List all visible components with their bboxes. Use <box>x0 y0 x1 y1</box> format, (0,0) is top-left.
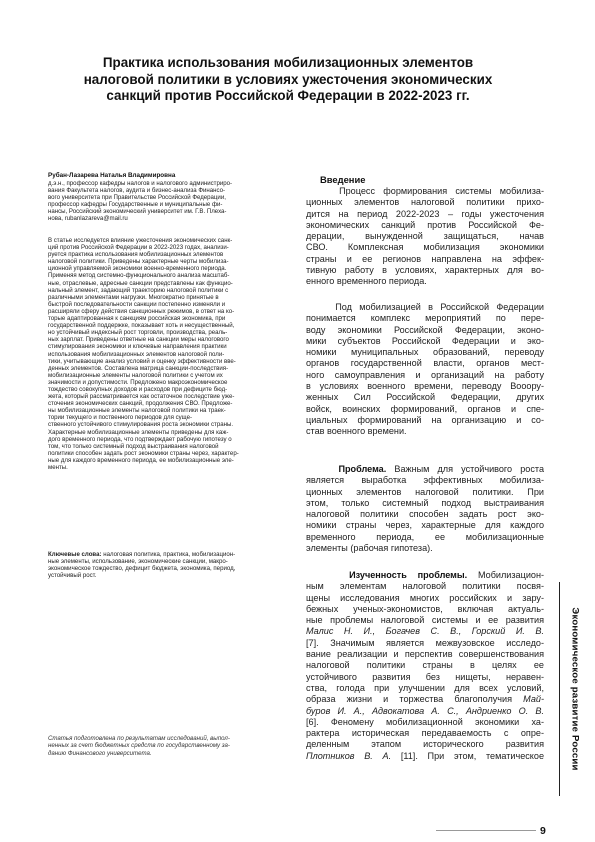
note-line: Статья подготовлена по результатам исследований, выпол- <box>48 735 230 742</box>
body-line: циальных формирований на организацию и со- <box>306 414 544 425</box>
body-line: дерации, вынужденной защищаться, начав <box>306 231 544 242</box>
body-line: элементы (рабочая гипотеза). <box>306 543 433 554</box>
body-line: налоговой политики способен задать рост эко- <box>306 509 544 520</box>
body-line: деленным этапом исторического развития <box>306 739 544 750</box>
body-line: образа жизни и торжества благополучия Май- <box>306 694 544 705</box>
keywords-line: ные элементы, использование, экономические санкции, макро- <box>48 558 228 566</box>
author-affiliation <box>48 180 298 223</box>
body-line: Плотников В. А. [11]. При этом, тематическое <box>306 750 544 761</box>
body-line: воду экономики Российской Федерации, эконо- <box>306 324 544 335</box>
body-line: ционных элементов налоговой политики прихо- <box>306 197 544 208</box>
abstract-line: менты. <box>48 464 68 471</box>
abstract-line: использования мобилизационных элементов налоговой поли- <box>48 350 225 358</box>
body-line: мики субъектов Российской Федерации и эко- <box>306 335 544 346</box>
body-line <box>306 706 544 717</box>
abstract-line: В статье исследуется влияние ужесточения экономических санк- <box>48 237 233 244</box>
paragraph-literature-review <box>306 570 544 762</box>
body-line: Изученность проблемы. Мобилизацион- <box>349 570 544 580</box>
body-line: став военного времени. <box>306 426 407 437</box>
body-line: СВО. Комплексная мобилизация экономики <box>306 242 544 253</box>
journal-side-label: Экономическое развитие России <box>569 607 581 771</box>
title-line: санкций против Российской Федерации в 2022-2023 гг. <box>106 88 470 104</box>
paragraph-introduction <box>306 186 544 288</box>
abstract-line: тории текущего и поственного периодов для суще- <box>48 414 193 422</box>
footer-rule <box>436 830 536 831</box>
abstract-line: ны мобилизационные элементы налоговой политики на траек- <box>48 407 226 415</box>
body-line: рактера историческая передаваемость с опре- <box>306 728 544 739</box>
body-line: является выработка эффективных мобилиза- <box>306 475 544 486</box>
abstract-line: ций против Российской Федерации в 2022-2023 годах, анализи- <box>48 244 229 252</box>
cited-authors: Май- <box>523 694 544 705</box>
abstract-line: ные для каждого временного периода, ее мобилизационные эле- <box>48 456 234 464</box>
abstract-line: Применяя метод системно-функционального анализа масштаб- <box>48 272 230 280</box>
body-line: Процесс формирования системы мобилиза- <box>339 186 544 196</box>
section-heading-introduction: Введение <box>320 174 366 185</box>
body-line: [7]. Значимым является межвузовское исследо- <box>306 637 544 648</box>
abstract-line: торые адаптированная к санкциям российская экономика, при <box>48 315 226 323</box>
body-line: в условиях военного времени, переводу Вооору- <box>306 381 544 392</box>
affiliation-line: нансы, Российский экономический университет им. Г.В. Плеха- <box>48 208 227 216</box>
literature-label: Изученность проблемы. <box>349 570 468 580</box>
page-number: 9 <box>540 825 546 837</box>
keywords-line <box>48 551 298 558</box>
abstract-line: ственного устойчивого стимулирования роста экономики страны. <box>48 421 234 429</box>
title-line: налоговой политики в условиях ужесточения экономических <box>83 71 493 87</box>
body-line: органов государственной власти, органов мест- <box>306 358 544 369</box>
title-line: Практика использования мобилизационных элементов <box>102 55 474 70</box>
body-line: ного самоуправления и организаций на работу <box>306 369 544 380</box>
body-line: войск, воинских формирований, органов и спе- <box>306 403 544 414</box>
keywords-label: Ключевые слова: <box>48 551 102 558</box>
abstract-line: но устойчивый индексный рост торговли, производства, реаль- <box>48 329 228 337</box>
abstract-line: руется практика использования мобилизационных элементов <box>48 251 224 259</box>
body-line: [6]. Феномену мобилизационной экономики ха- <box>306 716 544 727</box>
abstract-line: тождество совокупных доходов и расходов при дефиците бюд- <box>48 385 228 393</box>
affiliation-line: вого университета при Правительстве Российской Федерации, <box>48 194 226 202</box>
body-line: енного временного периода. <box>306 276 427 287</box>
abstract-line: значимости и допустимости. Предложено макроэкономическое <box>48 378 228 386</box>
abstract-line: нальный элемент, задающий траекторию налоговой политики с <box>48 286 229 294</box>
abstract-line: дого временного периода, что подтверждает рабочую гипотезу о <box>48 435 232 443</box>
abstract-line: различными элементами нагрузки. Многократно принятые в <box>48 293 219 301</box>
abstract-line: политики способен задать рост экономики страны через, характер- <box>48 449 239 457</box>
problem-label: Проблема. <box>338 464 387 474</box>
body-line: ства, голода при улучшении для всех условий, <box>306 682 544 693</box>
body-line: ным элементам налоговой политики посвя- <box>306 581 544 592</box>
body-line: налоговой политики страны в целях ее <box>306 660 544 671</box>
abstract-line: сточения экономических санкций, продолжения СВО. Предложе- <box>48 400 233 408</box>
body-line: экономических санкций против Российской Фе- <box>306 219 544 230</box>
body-line: страны и ее регионов направлена на эффек- <box>306 253 544 264</box>
keywords <box>48 551 298 579</box>
body-line: бежных ученых-экономистов, включая актуаль- <box>306 603 544 614</box>
body-line: вание реализации и перспектив совершенствования <box>306 649 544 660</box>
abstract-line: ные, отраслевые, адресные санкции представлены как функцио- <box>48 279 233 287</box>
affiliation-line: нова, rubanlazareva@mail.ru <box>48 215 128 223</box>
author-name: Рубан-Лазарева Наталья Владимировна <box>48 172 176 179</box>
affiliation-line: д.э.н., профессор кафедры налогов и налогового администриро- <box>48 180 233 187</box>
abstract-line: государственной поддержке, показывает хоть и несущественный, <box>48 322 235 330</box>
affiliation-line: вания Факультета налогов, аудита и бизнес-анализа Финансо- <box>48 187 226 195</box>
cited-authors: Плотников В. А. <box>306 750 392 761</box>
article-title <box>38 55 538 105</box>
abstract <box>48 237 298 471</box>
citation-ref: [7] <box>306 637 317 648</box>
note-line: данию Финансового университета. <box>48 749 152 757</box>
abstract-line: том, что только системный подход выстраивания налоговой <box>48 442 219 450</box>
cited-authors: Малис Н. И., Богачев С. В., Горский И. В. <box>306 626 544 637</box>
keywords-line: экономическое тождество, дефицит бюджета, экономика, период, <box>48 565 236 573</box>
paragraph-problem <box>306 464 544 554</box>
cited-authors: буров И. А., Адвокатова А. С., Андриенко О. В. <box>306 705 544 716</box>
note-line: ненных за счет бюджетных средств по государственному за- <box>48 742 230 750</box>
body-line: этом, только системный подход выстраивания <box>306 497 544 508</box>
body-line: временного периода, ее мобилизационные <box>306 531 544 542</box>
body-line: щены исследования многих российских и зару- <box>306 592 544 603</box>
body-line: Проблема. Важным для устойчивого роста <box>338 464 544 474</box>
abstract-line: мобилизационные элементы налоговой политики с учетом их <box>48 371 223 379</box>
funding-note <box>48 735 298 757</box>
body-line: ционных элементов налоговой политики. При <box>306 486 544 497</box>
citation-ref: [6] <box>306 716 317 727</box>
abstract-line: Характерные мобилизационные элементы приведены для каж- <box>48 428 229 436</box>
body-line: понимается комплекс мероприятий по пере- <box>306 313 544 324</box>
body-line <box>306 626 544 637</box>
body-line: устойчивого развития без нищеты, неравен- <box>306 671 544 682</box>
abstract-line: тики, учитывающие анализ условий и оценку эффективности вве- <box>48 357 236 365</box>
body-line: номики муниципальных образований, переводу <box>306 347 544 358</box>
body-line: женных Сил Российской Федерации, других <box>306 392 544 403</box>
abstract-line: расширяли сферу действия санкционных режимов, в ответ на ко- <box>48 307 235 315</box>
keywords-line: устойчивый рост. <box>48 572 97 580</box>
abstract-line: денных элементов. Составлена матрица санкции-последствия- <box>48 364 229 372</box>
abstract-line: налоговой политики. Приведены характерные черты мобилиза- <box>48 258 229 266</box>
abstract-line: стимулирования экономики и ключевые направления практики <box>48 343 227 351</box>
abstract-line: ционной управляемой экономики военно-временного периода. <box>48 265 227 273</box>
abstract-line: жета, который рассматривается как остаточное последствие уже- <box>48 393 235 401</box>
body-line: дится на период 2022-2023 – годы ужесточения <box>306 208 544 219</box>
abstract-line: быстрой последовательности санкции постепенно изменяли и <box>48 300 226 308</box>
abstract-line: ных зарплат. Приведены ответные на санкции меры налогового <box>48 336 229 344</box>
body-line: тивную работу в условиях, характерных для во- <box>306 265 544 276</box>
body-line: Под мобилизацией в Российской Федерации <box>335 302 544 312</box>
keywords-text: налоговая политика, практика, мобилизацион- <box>101 551 236 558</box>
body-line: номики страны через, характерные для каждого <box>306 520 544 531</box>
affiliation-line: профессор кафедры Государственные и муниципальные фи- <box>48 201 223 209</box>
paragraph-mobilization-definition <box>306 302 544 438</box>
body-line: ные проблемы налоговой системы и ее развития <box>306 615 544 626</box>
